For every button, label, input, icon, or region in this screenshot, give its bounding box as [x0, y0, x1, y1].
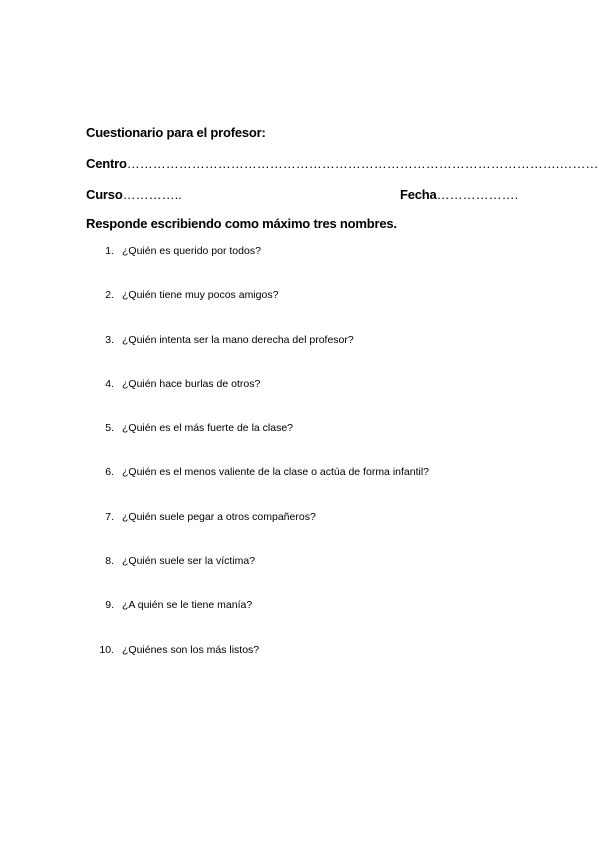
question-number: 8. — [105, 555, 114, 568]
question-item — [0, 599, 599, 643]
question-item — [0, 245, 599, 289]
question-number: 5. — [105, 422, 114, 435]
question-number: 1. — [105, 245, 114, 257]
question-item — [0, 289, 599, 333]
question-number: 9. — [105, 599, 114, 612]
fecha-label: Fecha — [400, 187, 437, 202]
question-number: 6. — [105, 466, 114, 479]
curso-dots: ………….. — [122, 187, 182, 202]
question-text: ¿Quién es el menos valiente de la clase o actúa de forma infantil? — [122, 466, 430, 479]
question-text: ¿Quién suele ser la víctima? — [122, 555, 256, 568]
document-title: Cuestionario para el profesor: — [86, 125, 266, 140]
question-text: ¿Quién intenta ser la mano derecha del profesor? — [122, 333, 354, 346]
curso-field — [86, 187, 182, 202]
fecha-dots: ………………. — [436, 187, 519, 202]
instruction-text: Responde escribiendo como máximo tres nombres. — [86, 216, 397, 231]
question-number: 7. — [105, 510, 114, 523]
question-item — [0, 466, 599, 510]
question-text: ¿Quién hace burlas de otros? — [122, 377, 261, 390]
fecha-field — [400, 187, 518, 202]
question-text: ¿Quién es el más fuerte de la clase? — [122, 422, 294, 435]
question-item — [0, 334, 599, 378]
question-text: ¿A quién se le tiene manía? — [122, 599, 253, 612]
question-text: ¿Quién es querido por todos? — [122, 245, 261, 257]
question-item — [0, 644, 599, 688]
curso-label: Curso — [86, 187, 123, 202]
question-list — [0, 245, 599, 688]
question-item — [0, 555, 599, 599]
question-number: 3. — [105, 333, 114, 346]
question-number: 10. — [99, 643, 114, 656]
question-text: ¿Quién suele pegar a otros compañeros? — [122, 510, 316, 523]
question-item — [0, 511, 599, 555]
question-text: ¿Quiénes son los más listos? — [122, 643, 260, 656]
centro-label: Centro — [86, 156, 127, 171]
question-number: 2. — [105, 289, 114, 302]
centro-field — [86, 156, 598, 171]
centro-dots: ……………………………………………………………………………………….……… — [126, 156, 599, 171]
question-number: 4. — [105, 377, 114, 390]
question-text: ¿Quién tiene muy pocos amigos? — [122, 289, 279, 302]
question-item — [0, 422, 599, 466]
question-item — [0, 378, 599, 422]
